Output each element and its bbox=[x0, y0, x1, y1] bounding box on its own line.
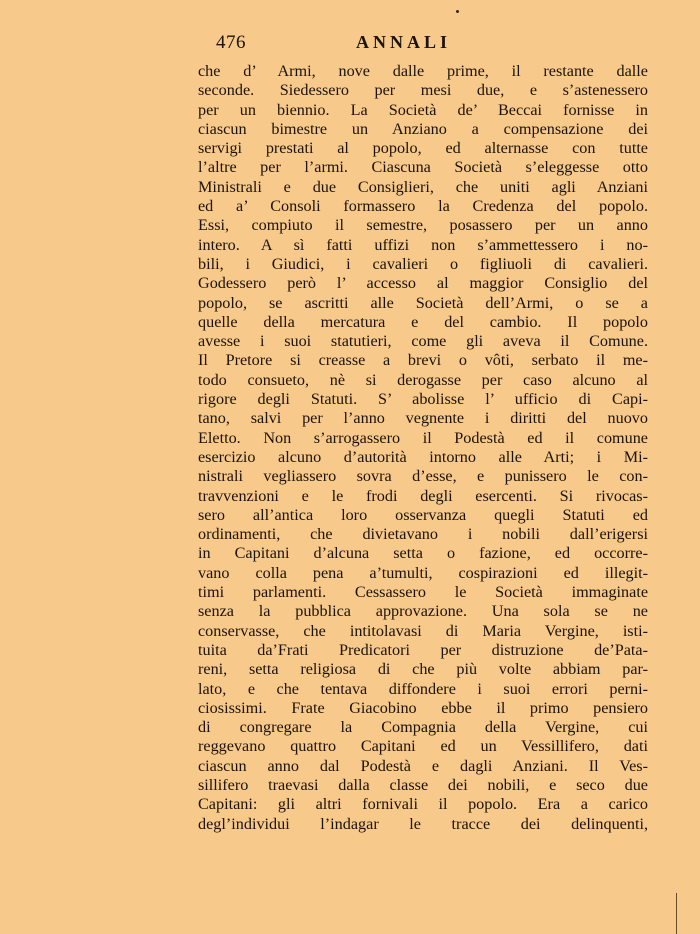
text-line: timi parlamenti. Cessassero le Società immaginate bbox=[198, 583, 648, 602]
text-line: Capitani: gli altri fornivali il popolo. Era a carico bbox=[198, 795, 648, 814]
text-line: degl’individui l’indagar le tracce dei delinquenti, bbox=[198, 814, 648, 833]
text-line: ciascun bimestre un Anziano a compensazione dei bbox=[198, 119, 648, 138]
text-line: servigi prestati al popolo, ed alternasse con tutte bbox=[198, 139, 648, 158]
text-line: Ministrali e due Consiglieri, che uniti agli Anziani bbox=[198, 177, 648, 196]
text-line: bili, i Giudici, i cavalieri o figliuoli di cavalieri. bbox=[198, 254, 648, 273]
text-line: rigore degli Statuti. S’ abolisse l’ ufficio di Capi- bbox=[198, 390, 648, 409]
text-line: Essi, compiuto il semestre, posassero per un anno bbox=[198, 216, 648, 235]
text-line: l’altre per l’armi. Ciascuna Società s’eleggesse otto bbox=[198, 158, 648, 177]
text-line: avesse i suoi statutieri, come gli aveva il Comune. bbox=[198, 332, 648, 351]
page-header bbox=[198, 30, 638, 58]
text-line: ciascun anno dal Podestà e dagli Anziani. Il Ves- bbox=[198, 756, 648, 775]
text-line: vano colla pena a’tumulti, cospirazioni ed illegit- bbox=[198, 563, 648, 582]
running-title: ANNALI bbox=[356, 32, 452, 52]
text-line: Il Pretore si creasse a brevi o vôti, serbato il me- bbox=[198, 351, 648, 370]
text-line: ordinamenti, che divietavano i nobili dall’erigersi bbox=[198, 525, 648, 544]
text-line: senza la pubblica approvazione. Una sola se ne bbox=[198, 602, 648, 621]
text-line: ciosissimi. Frate Giacobino ebbe il primo pensiero bbox=[198, 698, 648, 717]
page-number: 476 bbox=[216, 32, 246, 53]
text-line: sero all’antica loro osservanza quegli Statuti ed bbox=[198, 505, 648, 524]
text-line: conservasse, che intitolavasi di Maria Vergine, isti- bbox=[198, 621, 648, 640]
text-line: nistrali vegliassero sovra d’esse, e punissero le con- bbox=[198, 467, 648, 486]
ink-dot bbox=[456, 10, 459, 13]
text-line: lato, e che tentava diffondere i suoi errori perni- bbox=[198, 679, 648, 698]
text-line: Eletto. Non s’arrogassero il Podestà ed il comune bbox=[198, 428, 648, 447]
text-line: tano, salvi per l’anno vegnente i diritti del nuovo bbox=[198, 409, 648, 428]
text-line: reggevano quattro Capitani ed un Vessillifero, dati bbox=[198, 737, 648, 756]
text-line: esercizio alcuno d’autorità intorno alle Arti; i Mi- bbox=[198, 447, 648, 466]
text-line: di congregare la Compagnia della Vergine, cui bbox=[198, 718, 648, 737]
text-line: quelle della mercatura e del cambio. Il popolo bbox=[198, 312, 648, 331]
text-line: reni, setta religiosa di che più volte abbiam par- bbox=[198, 660, 648, 679]
text-line: seconde. Siedessero per mesi due, e s’astenessero bbox=[198, 81, 648, 100]
text-line: popolo, se ascritti alle Società dell’Armi, o se a bbox=[198, 293, 648, 312]
text-line: tuita da’Frati Predicatori per distruzione de’Pata- bbox=[198, 640, 648, 659]
page-edge-rule bbox=[676, 893, 677, 934]
text-line: che d’ Armi, nove dalle prime, il restante dalle bbox=[198, 62, 648, 80]
text-line: todo consueto, nè si derogasse per caso alcuno al bbox=[198, 370, 648, 389]
text-line: in Capitani d’alcuna setta o fazione, ed occorre- bbox=[198, 544, 648, 563]
text-line: travvenzioni e le frodi degli esercenti. Si rivocas- bbox=[198, 486, 648, 505]
body-text bbox=[198, 62, 648, 834]
text-line: intero. A sì fatti uffizi non s’ammettessero i no- bbox=[198, 235, 648, 254]
text-line: sillifero traevasi dalla classe dei nobili, e seco due bbox=[198, 775, 648, 794]
text-line: per un biennio. La Società de’ Beccai fornisse in bbox=[198, 100, 648, 119]
text-line: ed a’ Consoli formassero la Credenza del popolo. bbox=[198, 197, 648, 216]
text-line: Godessero però l’ accesso al maggior Consiglio del bbox=[198, 274, 648, 293]
